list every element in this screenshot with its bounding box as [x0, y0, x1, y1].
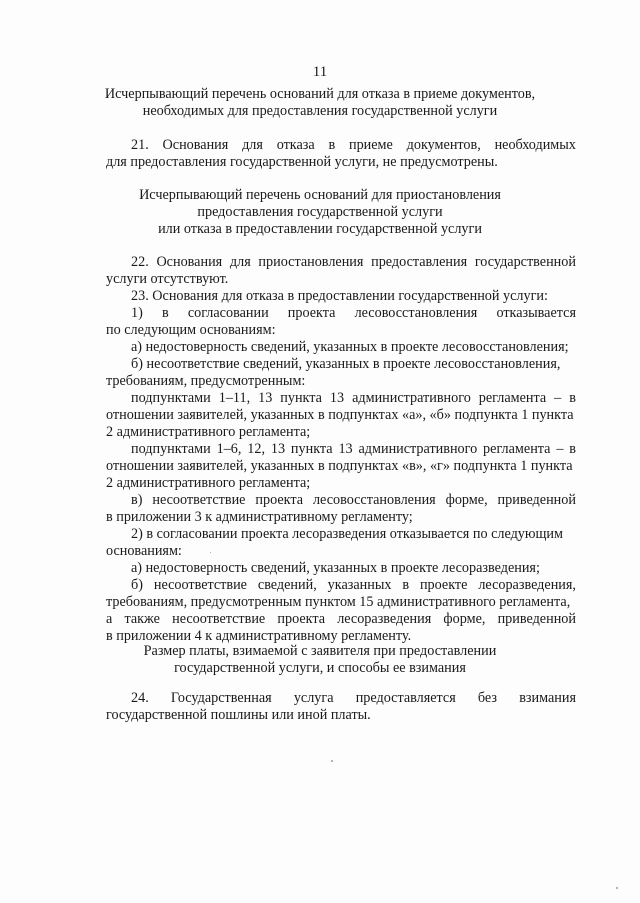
paragraph-23-item2-line1: 2) в согласовании проекта лесоразведения отказывается по следующим: [131, 526, 563, 542]
word: приостановления: [258, 254, 364, 270]
scan-speck: [616, 887, 618, 889]
scan-speck: [210, 552, 211, 553]
word: в): [131, 492, 143, 508]
word: б): [131, 577, 143, 593]
word: –: [556, 441, 564, 457]
paragraph-22-line1: [131, 254, 576, 271]
paragraph-23-sub2-line3: 2 административного регламента;: [106, 475, 311, 491]
word: для: [242, 137, 263, 153]
word: форме,: [443, 611, 486, 627]
word: также: [124, 611, 160, 627]
paragraph-23-item2-line2: основаниям:: [106, 543, 182, 559]
word: несоответствие: [152, 492, 246, 508]
paragraph-23-b2-line4: в приложении 4 к административному регламенту.: [106, 628, 412, 644]
paragraph-23-sub2-line1: [131, 441, 576, 458]
word: приведенной: [497, 611, 576, 627]
word: 1–6,: [216, 441, 242, 457]
word: 13: [329, 390, 345, 406]
word: в: [569, 441, 576, 457]
word: 22.: [131, 254, 149, 270]
paragraph-23-v1-line1: [131, 492, 576, 509]
word: Основания: [162, 137, 229, 153]
paragraph-21-line2: для предоставления государственной услуги, не предусмотрены.: [106, 154, 498, 170]
heading-suspension-line1: Исчерпывающий перечень оснований для приостановления: [139, 187, 501, 203]
heading-fee-line1: Размер платы, взимаемой с заявителя при предоставлении: [143, 643, 497, 659]
word: согласовании: [187, 305, 269, 321]
paragraph-23-b2-line1: [131, 577, 576, 594]
word: в: [328, 137, 336, 153]
word: лесовосстановления: [312, 492, 436, 508]
paragraph-24-line2: государственной пошлины или иной платы.: [106, 707, 371, 723]
word: без: [477, 690, 498, 706]
word: отказывается: [496, 305, 576, 321]
paragraph-22-line2: услуги отсутствуют.: [106, 271, 229, 287]
word: проекта: [287, 305, 336, 321]
paragraph-23-item1-line2: по следующим основаниям:: [106, 322, 276, 338]
scan-speck: [331, 760, 333, 762]
word: подпунктами: [131, 441, 211, 457]
paragraph-23-b2-line3: [106, 611, 576, 628]
word: лесоразведения,: [478, 577, 576, 593]
word: административного: [358, 441, 478, 457]
paragraph-23-v1-line2: в приложении 3 к административному регламенту;: [106, 509, 413, 525]
heading-suspension-line2: предоставления государственной услуги: [197, 204, 443, 220]
paragraph-23-sub2-line2: отношении заявителей, указанных в подпунктах «в», «г» подпункта 1 пункта: [106, 458, 573, 474]
word: регламента: [478, 390, 547, 406]
word: для: [229, 254, 251, 270]
word: Государственная: [170, 690, 272, 706]
word: проекта: [277, 611, 326, 627]
word: в: [402, 577, 410, 593]
word: 13: [338, 441, 353, 457]
word: а: [106, 611, 113, 627]
paragraph-23-item1-line1: [131, 305, 576, 322]
word: пункта: [290, 441, 333, 457]
word: –: [554, 390, 562, 406]
word: 21.: [131, 137, 149, 153]
paragraph-21-line1: [131, 137, 576, 154]
word: 12,: [247, 441, 266, 457]
word: несоответствие: [153, 577, 247, 593]
word: услуга: [293, 690, 334, 706]
paragraph-23-sub1-line3: 2 административного регламента;: [106, 424, 311, 440]
word: административного: [352, 390, 471, 406]
word: предоставляется: [355, 690, 456, 706]
word: в: [569, 390, 576, 406]
word: приведенной: [497, 492, 576, 508]
heading-refusal-documents-line1: Исчерпывающий перечень оснований для отказа в приеме документов,: [104, 86, 536, 102]
paragraph-23-a2: а) недостоверность сведений, указанных в проекте лесоразведения;: [131, 560, 540, 576]
page-number: 11: [312, 64, 328, 80]
word: регламента: [483, 441, 551, 457]
word: 1): [131, 305, 143, 321]
word: проекте: [419, 577, 468, 593]
word: подпунктами: [131, 390, 211, 406]
word: лесоразведения: [337, 611, 432, 627]
word: предоставления: [371, 254, 468, 270]
word: 1–11,: [218, 390, 251, 406]
word: приеме: [348, 137, 393, 153]
heading-refusal-documents-line2: необходимых для предоставления государственной услуги: [142, 103, 498, 119]
word: лесовосстановления: [354, 305, 478, 321]
heading-fee-line2: государственной услуги, и способы ее взимания: [174, 660, 466, 676]
word: указанных: [327, 577, 392, 593]
word: взимания: [519, 690, 576, 706]
word: в: [161, 305, 169, 321]
word: 13: [258, 390, 273, 406]
word: государственной: [474, 254, 576, 270]
paragraph-23-sub1-line1: [131, 390, 576, 407]
word: проекта: [255, 492, 304, 508]
word: сведений,: [257, 577, 317, 593]
word: 24.: [131, 690, 149, 706]
word: отказа: [276, 137, 315, 153]
word: несоответствие: [172, 611, 266, 627]
paragraph-24-line1: [131, 690, 576, 707]
word: пункта: [280, 390, 322, 406]
word: необходимых: [494, 137, 576, 153]
heading-suspension-line3: или отказа в предоставлении государственной услуги: [158, 221, 482, 237]
paragraph-23-b1-line1: б) несоответствие сведений, указанных в проекте лесовосстановления,: [131, 356, 561, 372]
word: форме,: [445, 492, 488, 508]
paragraph-23-line1: 23. Основания для отказа в предоставлении государственной услуги:: [131, 288, 548, 304]
word: документов,: [406, 137, 481, 153]
paragraph-23-sub1-line2: отношении заявителей, указанных в подпунктах «а», «б» подпункта 1 пункта: [106, 407, 574, 423]
paragraph-23-b1-line2: требованиям, предусмотренным:: [106, 373, 306, 389]
paragraph-23-b2-line2: требованиям, предусмотренным пунктом 15 административного регламента,: [106, 594, 571, 610]
paragraph-23-a1: а) недостоверность сведений, указанных в проекте лесовосстановления;: [131, 339, 569, 355]
word: Основания: [156, 254, 223, 270]
word: 13: [270, 441, 286, 457]
